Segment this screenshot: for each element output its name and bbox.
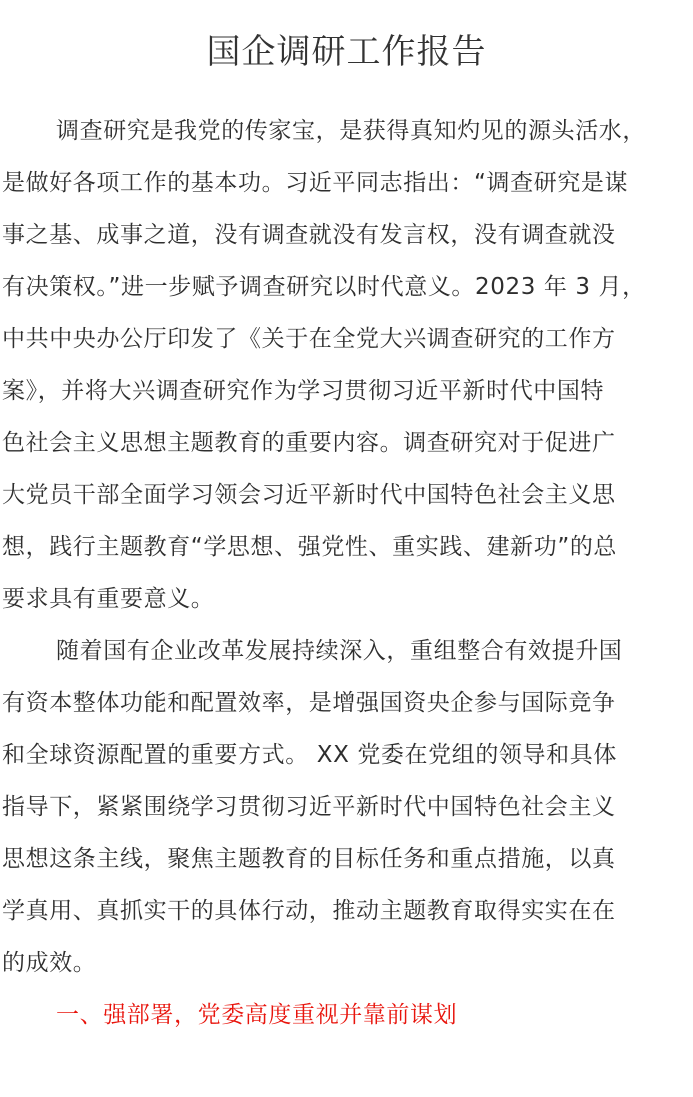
paragraph-line: 要求具有重要意义。 (2, 586, 215, 612)
paragraph-line: 是做好各项工作的基本功。习近平同志指出：“调查研究是谋 (2, 170, 629, 196)
paragraph-line: 事之基、成事之道，没有调查就没有发言权，没有调查就没 (2, 222, 616, 248)
paragraph-line: 和全球资源配置的重要方式。 XX 党委在党组的领导和具体 (2, 742, 617, 768)
paragraph-line: 想，践行主题教育“学思想、强党性、重实践、建新功”的总 (2, 534, 618, 560)
paragraph-line: 思想这条主线，聚焦主题教育的目标任务和重点措施，以真 (2, 846, 616, 872)
paragraph-line: 指导下，紧紧围绕学习贯彻习近平新时代中国特色社会主义 (2, 794, 616, 820)
paragraph-line: 色社会主义思想主题教育的重要内容。调查研究对于促进广 (2, 430, 616, 456)
paragraph-line: 有资本整体功能和配置效率，是增强国资央企参与国际竞争 (2, 690, 616, 716)
paragraph-line: 有决策权。”进一步赋予调查研究以时代意义。2023 年 3 月， (2, 274, 646, 300)
document-title: 国企调研工作报告 (206, 32, 487, 72)
paragraph-line: 案》，并将大兴调查研究作为学习贯彻习近平新时代中国特 (2, 378, 605, 404)
paragraph-line: 的成效。 (2, 950, 97, 976)
paragraph-line: 随着国有企业改革发展持续深入，重组整合有效提升国 (56, 638, 623, 664)
paragraph-line: 中共中央办公厅印发了《关于在全党大兴调查研究的工作方 (2, 326, 616, 352)
section-heading: 一、强部署，党委高度重视并靠前谋划 (56, 1002, 458, 1028)
paragraph-line: 学真用、真抓实干的具体行动，推动主题教育取得实实在在 (2, 898, 616, 924)
paragraph-line: 调查研究是我党的传家宝，是获得真知灼见的源头活水， (56, 118, 646, 144)
paragraph-line: 大党员干部全面学习领会习近平新时代中国特色社会主义思 (2, 482, 616, 508)
